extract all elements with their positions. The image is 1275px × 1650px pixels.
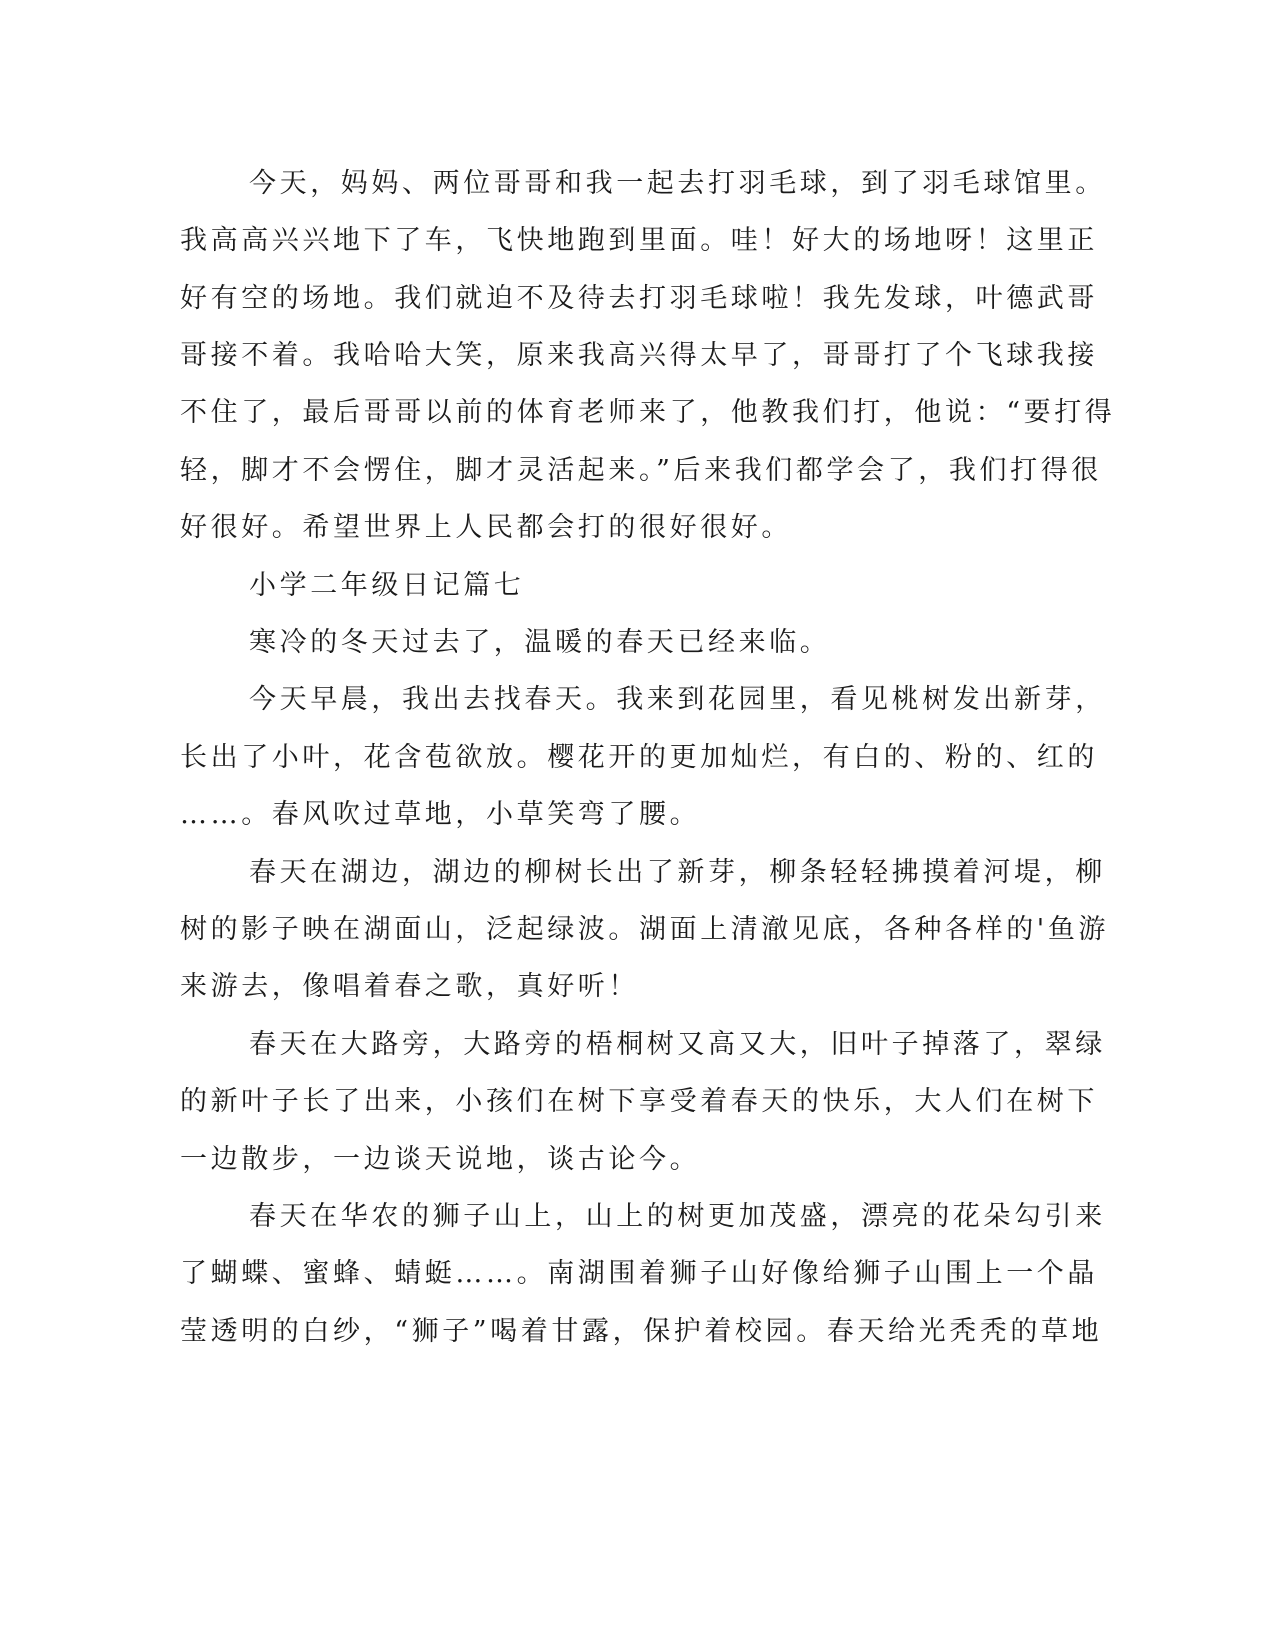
paragraph-line: 哥接不着。我哈哈大笑，原来我高兴得太早了，哥哥打了个飞球我接 bbox=[180, 340, 1098, 371]
paragraph-line: 今天，妈妈、两位哥哥和我一起去打羽毛球，到了羽毛球馆里。 bbox=[249, 168, 1106, 199]
paragraph-line: 长出了小叶，花含苞欲放。樱花开的更加灿烂，有白的、粉的、红的 bbox=[180, 742, 1098, 773]
paragraph-line: 莹透明的白纱，“狮子”喝着甘露，保护着校园。春天给光秃秃的草地 bbox=[180, 1316, 1103, 1347]
paragraph-line: 今天早晨，我出去找春天。我来到花园里，看见桃树发出新芽， bbox=[249, 684, 1106, 715]
paragraph-line: 好很好。希望世界上人民都会打的很好很好。 bbox=[180, 512, 792, 543]
paragraph-line: ……。春风吹过草地，小草笑弯了腰。 bbox=[180, 799, 701, 830]
paragraph-line: 不住了，最后哥哥以前的体育老师来了，他教我们打，他说：“要打得 bbox=[180, 397, 1116, 428]
paragraph-line: 树的影子映在湖面山，泛起绿波。湖面上清澈见底，各种各样的'鱼游 bbox=[180, 914, 1110, 945]
paragraph-line: 春天在华农的狮子山上，山上的树更加茂盛，漂亮的花朵勾引来 bbox=[249, 1201, 1106, 1232]
paragraph-line: 我高高兴兴地下了车，飞快地跑到里面。哇！好大的场地呀！这里正 bbox=[180, 225, 1098, 256]
paragraph-line: 的新叶子长了出来，小孩们在树下享受着春天的快乐，大人们在树下 bbox=[180, 1086, 1098, 1117]
paragraph-line: 好有空的场地。我们就迫不及待去打羽毛球啦！我先发球，叶德武哥 bbox=[180, 283, 1098, 314]
paragraph-line: 轻，脚才不会愣住，脚才灵活起来。”后来我们都学会了，我们打得很 bbox=[180, 455, 1102, 486]
paragraph-line: 寒冷的冬天过去了，温暖的春天已经来临。 bbox=[249, 627, 831, 658]
paragraph-line: 春天在大路旁，大路旁的梧桐树又高又大，旧叶子掉落了，翠绿 bbox=[249, 1029, 1106, 1060]
paragraph-line: 了蝴蝶、蜜蜂、蜻蜓……。南湖围着狮子山好像给狮子山围上一个晶 bbox=[180, 1258, 1098, 1289]
section-heading: 小学二年级日记篇七 bbox=[249, 570, 525, 601]
paragraph-line: 来游去，像唱着春之歌，真好听！ bbox=[180, 971, 639, 1002]
paragraph-line: 春天在湖边，湖边的柳树长出了新芽，柳条轻轻拂摸着河堤，柳 bbox=[249, 857, 1106, 888]
paragraph-line: 一边散步，一边谈天说地，谈古论今。 bbox=[180, 1144, 701, 1175]
